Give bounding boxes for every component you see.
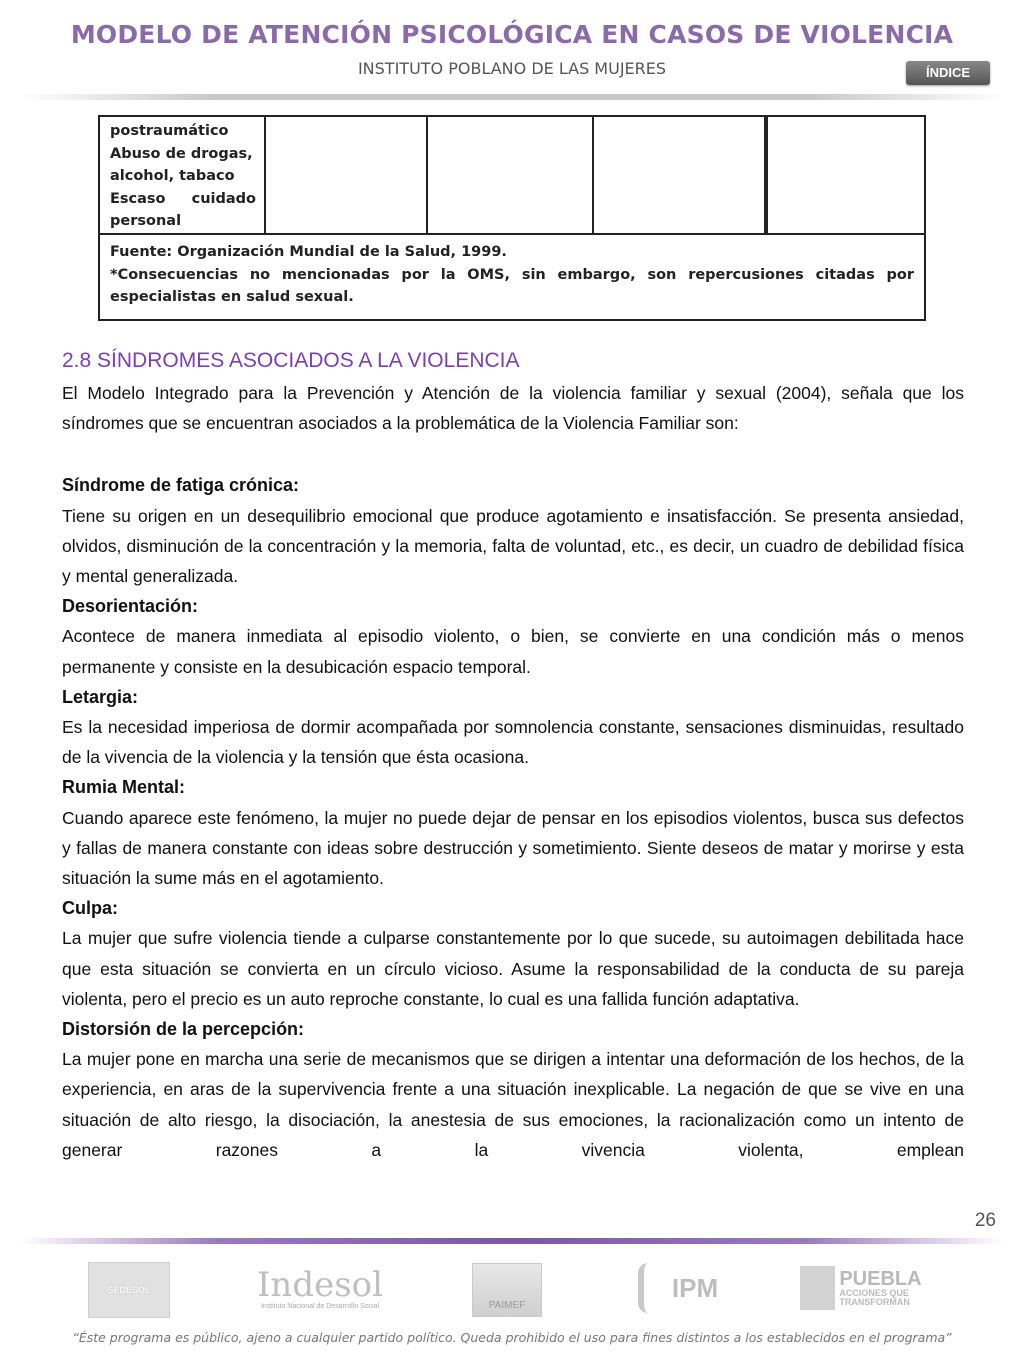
puebla-logo-subtext: ACCIONES QUE TRANSFORMAN bbox=[839, 1288, 910, 1307]
indesol-logo-text: Indesol bbox=[256, 1264, 383, 1305]
footer-divider bbox=[20, 1238, 1004, 1244]
table-cell-line: personal bbox=[110, 213, 182, 229]
table-row bbox=[100, 117, 924, 235]
ipm-logo-text: IPM bbox=[671, 1272, 719, 1303]
syndrome-text: Acontece de manera inmediata al episodio violento, o bien, se convierte en una condición más o menos permanente y consiste en la desubicación espacio temporal. bbox=[62, 626, 964, 677]
header-title: MODELO DE ATENCIÓN PSICOLÓGICA EN CASOS DE VIOLENCIA bbox=[70, 20, 954, 49]
table-cell-line bbox=[110, 188, 256, 211]
sedesol-logo bbox=[88, 1262, 170, 1318]
puebla-logo-text: PUEBLA bbox=[839, 1268, 922, 1290]
indesol-logo bbox=[252, 1258, 388, 1318]
section-title: 2.8 SÍNDROMES ASOCIADOS A LA VIOLENCIA bbox=[62, 349, 520, 372]
syndrome-text: Cuando aparece este fenómeno, la mujer no puede dejar de pensar en los episodios violentos, busca sus defectos y fallas de manera constante con ideas sobre destrucción y sometimiento. Siente deseos de matar y morirse y esta situación la sume más en el agotamiento. bbox=[62, 807, 964, 889]
table-cell-line: alcohol, tabaco bbox=[110, 168, 235, 184]
paimef-logo-text: PAIMEF bbox=[488, 1299, 526, 1311]
table-source-row bbox=[100, 237, 924, 309]
table-cell-word: Escaso bbox=[110, 190, 166, 207]
syndrome-heading: Letargia: bbox=[62, 686, 139, 707]
paimef-logo bbox=[472, 1263, 542, 1317]
ipm-logo bbox=[622, 1258, 734, 1318]
syndrome-text: La mujer pone en marcha una serie de mecanismos que se dirigen a intentar una deformación de los hechos, de la experiencia, en aras de la supervivencia frente a una situación inexplicable. La negación de que se vive en una situación de alto riesgo, la disociación, la anestesia de sus emociones, la racionalización como un intento de generar razones a la vivencia violenta, emplean bbox=[62, 1049, 964, 1160]
table-source: Fuente: Organización Mundial de la Salud, 1999. bbox=[110, 244, 507, 260]
page-number: 26 bbox=[974, 1210, 996, 1231]
intro-paragraph: El Modelo Integrado para la Prevención y Atención de la violencia familiar y sexual (2004), señala que los síndromes que se encuentran asociados a la problemática de la Violencia Familiar son: bbox=[62, 383, 964, 434]
table-cell-line: postraumático bbox=[110, 123, 229, 139]
main-content bbox=[62, 346, 964, 1165]
syndrome-heading: Síndrome de fatiga crónica: bbox=[62, 475, 300, 496]
index-button[interactable]: ÍNDICE bbox=[906, 61, 990, 85]
table-cell-empty bbox=[594, 117, 766, 235]
footer-disclaimer: “Éste programa es público, ajeno a cualquier partido político. Queda prohibido el uso para fines distintos a los establecidos en el programa” bbox=[72, 1330, 952, 1345]
table-cell-empty bbox=[766, 117, 768, 235]
table-cell-word: cuidado bbox=[191, 190, 256, 207]
sponsor-logos bbox=[0, 1258, 1024, 1322]
header-divider bbox=[20, 94, 1004, 100]
table-cell-empty bbox=[428, 117, 594, 235]
table-cell-consequences bbox=[100, 117, 266, 235]
table-note: especialistas en salud sexual. bbox=[110, 289, 354, 305]
ipm-mark-icon bbox=[638, 1263, 666, 1313]
syndrome-heading: Desorientación: bbox=[62, 596, 199, 617]
table-note: *Consecuencias no mencionadas por la OMS, sin embargo, son repercusiones citadas por bbox=[110, 266, 914, 283]
syndrome-heading: Rumia Mental: bbox=[62, 777, 186, 798]
indesol-logo-subtext: Instituto Nacional de Desarrollo Social bbox=[260, 1302, 380, 1310]
syndrome-heading: Distorsión de la percepción: bbox=[62, 1019, 305, 1040]
puebla-logo bbox=[800, 1258, 940, 1318]
puebla-mark-icon bbox=[800, 1266, 835, 1310]
syndrome-text: La mujer que sufre violencia tiende a culparse constantemente por lo que sucede, su autoimagen debilitada hace que esta situación se convierta en un círculo vicioso. Asume la responsabilidad de la conducta de su pareja violenta, pero el precio es un auto reproche constante, lo cual es una fallida función adaptativa. bbox=[62, 928, 964, 1009]
syndrome-text: Es la necesidad imperiosa de dormir acompañada por somnolencia constante, sensaciones disminuidas, resultado de la vivencia de la violencia y la tensión que ésta ocasiona. bbox=[62, 717, 964, 768]
consequences-table bbox=[98, 115, 926, 321]
header-subtitle: INSTITUTO POBLANO DE LAS MUJERES bbox=[357, 59, 667, 78]
spacer bbox=[62, 438, 964, 470]
sedesol-logo-text: SEDESOL bbox=[107, 1285, 151, 1295]
table-cell-empty bbox=[266, 117, 428, 235]
syndrome-heading: Culpa: bbox=[62, 898, 118, 919]
syndrome-text: Tiene su origen en un desequilibrio emocional que produce agotamiento e insatisfacción. Se presenta ansiedad, olvidos, disminución de la concentración y la memoria, falta de voluntad, etc., es decir, un cuadro de debilidad física y mental generalizada. bbox=[62, 505, 964, 587]
puebla-logo-text-block bbox=[839, 1269, 940, 1307]
table-cell-line: Abuso de drogas, bbox=[110, 145, 253, 162]
